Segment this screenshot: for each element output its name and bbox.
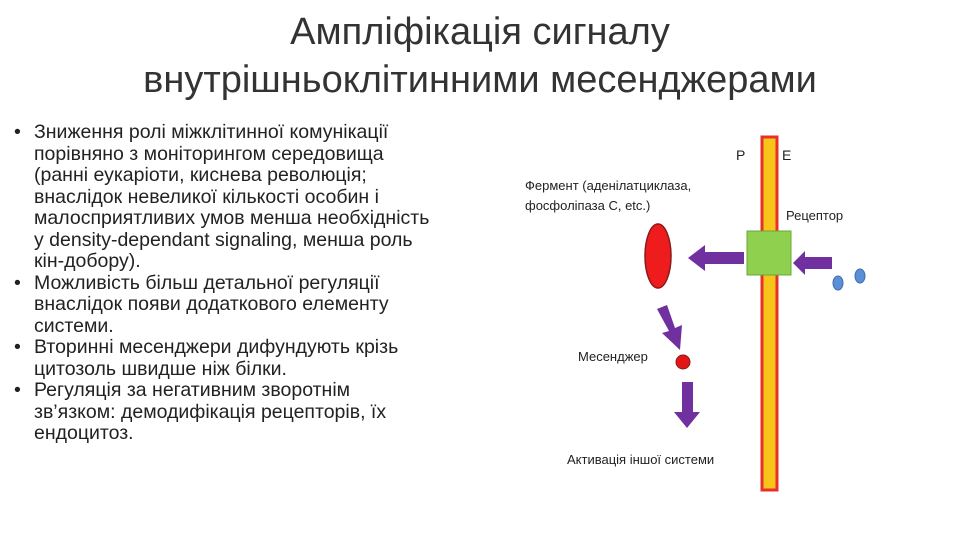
title-line-1: Ампліфікація сигналу — [290, 11, 670, 53]
bullet-line: • Можливість більш детальної регуляції — [34, 271, 380, 294]
bullet-line: • Зниження ролі міжклітинної комунікації — [34, 121, 389, 143]
ligand-icon — [833, 276, 843, 290]
bullet-line: внаслідок невеликої кількості особин і — [34, 185, 379, 208]
bullet-line: малосприятливих умов менша необхідність — [34, 207, 430, 229]
label-p: Р — [736, 147, 746, 163]
messenger-dot — [676, 355, 690, 369]
bullet-line: • Вторинні месенджери дифундують крізь — [34, 336, 399, 358]
title-line-2: внутрішньоклітинними месенджерами — [143, 59, 817, 101]
bullet-line: (ранні еукаріоти, киснева революція; — [34, 164, 367, 186]
receptor-block — [747, 231, 791, 275]
label-e: Е — [782, 147, 792, 163]
enzyme-oval — [645, 224, 671, 288]
bullet-line: кін-добору). — [34, 250, 141, 272]
bullet-line: у density-dependant signaling, менша роль — [34, 228, 413, 251]
bullet-line: зв’язком: демодифікація рецепторів, їх — [34, 400, 387, 423]
bullet-line: ендоцитоз. — [34, 422, 134, 444]
bullet-line: внаслідок появи додаткового елементу — [34, 293, 389, 315]
ligand-icon — [855, 269, 865, 283]
bullet-line: • Регуляція за негативним зворотнім — [34, 379, 351, 401]
bullet-line: системи. — [34, 314, 114, 337]
arrow-icon — [674, 382, 700, 428]
arrow-icon — [688, 245, 744, 271]
cell-membrane — [762, 137, 777, 490]
arrow-icon — [657, 305, 682, 350]
label-activation: Активація іншої системи — [567, 452, 715, 467]
bullet-line: цитозоль швидше ніж білки. — [34, 357, 287, 380]
bullet-line: порівняно з моніторингом середовища — [34, 142, 384, 165]
label-receptor: Рецептор — [786, 208, 844, 223]
label-enzyme-line-1: Фермент (аденілатциклаза, — [525, 178, 692, 193]
label-messenger: Месенджер — [578, 349, 648, 364]
arrow-icon — [793, 251, 832, 275]
label-enzyme-line-2: фосфоліпаза С, etc.) — [525, 198, 651, 213]
